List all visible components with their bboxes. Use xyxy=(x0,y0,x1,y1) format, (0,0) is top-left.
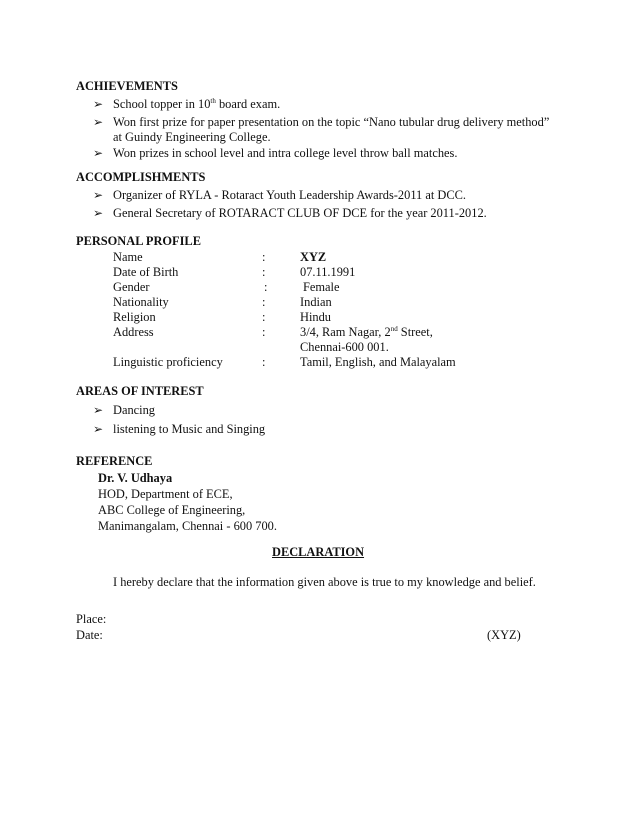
achievement-text: board exam. xyxy=(215,97,281,111)
declaration-heading: DECLARATION xyxy=(272,545,365,559)
reference-line: ABC College of Engineering, xyxy=(98,503,246,517)
profile-separator: : xyxy=(262,265,266,279)
achievement-text: Won first prize for paper presentation on the topic “Nano tubular drug delivery method” xyxy=(113,115,550,129)
profile-label: Nationality xyxy=(113,295,169,309)
achievement-text: Won prizes in school level and intra college level throw ball matches. xyxy=(113,146,458,160)
reference-name: Dr. V. Udhaya xyxy=(98,471,173,485)
interest-text: Dancing xyxy=(113,403,155,417)
achievement-item xyxy=(93,146,457,161)
profile-value-address xyxy=(300,325,433,340)
declaration-text: I hereby declare that the information given above is true to my knowledge and belief. xyxy=(113,575,536,589)
profile-separator: : xyxy=(262,310,266,324)
profile-value-name: XYZ xyxy=(300,250,327,264)
profile-value-address-line2: Chennai-600 001. xyxy=(300,340,389,354)
profile-label: Date of Birth xyxy=(113,265,179,279)
reference-line: Manimangalam, Chennai - 600 700. xyxy=(98,519,277,533)
profile-value: Tamil, English, and Malayalam xyxy=(300,355,456,369)
achievement-text-continued: at Guindy Engineering College. xyxy=(113,130,271,144)
profile-value: Female xyxy=(303,280,340,294)
accomplishment-text: Organizer of RYLA - Rotaract Youth Leadership Awards-2011 at DCC. xyxy=(113,188,466,202)
profile-label: Linguistic proficiency xyxy=(113,355,223,369)
profile-value: Hindu xyxy=(300,310,331,324)
profile-separator: : xyxy=(262,250,266,264)
profile-label: Name xyxy=(113,250,143,264)
place-label: Place: xyxy=(76,612,107,626)
accomplishments-heading: ACCOMPLISHMENTS xyxy=(76,170,206,184)
arrow-bullet-icon: ➢ xyxy=(93,188,104,202)
superscript: th xyxy=(210,97,216,105)
reference-line: HOD, Department of ECE, xyxy=(98,487,233,501)
accomplishment-item xyxy=(93,188,466,203)
accomplishment-item xyxy=(93,206,487,221)
accomplishment-text: General Secretary of ROTARACT CLUB OF DCE for the year 2011-2012. xyxy=(113,206,487,220)
arrow-bullet-icon: ➢ xyxy=(93,206,104,220)
achievements-heading: ACHIEVEMENTS xyxy=(76,79,178,93)
interest-item xyxy=(93,422,265,437)
profile-label: Gender xyxy=(113,280,150,294)
profile-separator: : xyxy=(262,355,266,369)
profile-label: Address xyxy=(113,325,154,339)
profile-label: Religion xyxy=(113,310,156,324)
reference-heading: REFERENCE xyxy=(76,454,153,468)
address-text: 3/4, Ram Nagar, 2 xyxy=(300,325,391,339)
interest-text: listening to Music and Singing xyxy=(113,422,266,436)
interest-item xyxy=(93,403,155,418)
arrow-bullet-icon: ➢ xyxy=(93,146,104,160)
date-label: Date: xyxy=(76,628,103,642)
interests-heading: AREAS OF INTEREST xyxy=(76,384,204,398)
arrow-bullet-icon: ➢ xyxy=(93,97,104,111)
arrow-bullet-icon: ➢ xyxy=(93,115,104,129)
address-text: Street, xyxy=(397,325,433,339)
profile-value: 07.11.1991 xyxy=(300,265,356,279)
achievement-item xyxy=(93,115,549,130)
profile-value: Indian xyxy=(300,295,332,309)
achievement-item xyxy=(93,97,280,112)
arrow-bullet-icon: ➢ xyxy=(93,422,104,436)
personal-profile-heading: PERSONAL PROFILE xyxy=(76,234,201,248)
achievement-text: School topper in 10 xyxy=(113,97,211,111)
profile-separator: : xyxy=(264,280,268,294)
arrow-bullet-icon: ➢ xyxy=(93,403,104,417)
profile-separator: : xyxy=(262,295,266,309)
signature-name: (XYZ) xyxy=(487,628,521,642)
superscript: nd xyxy=(390,325,398,333)
profile-separator: : xyxy=(262,325,266,339)
